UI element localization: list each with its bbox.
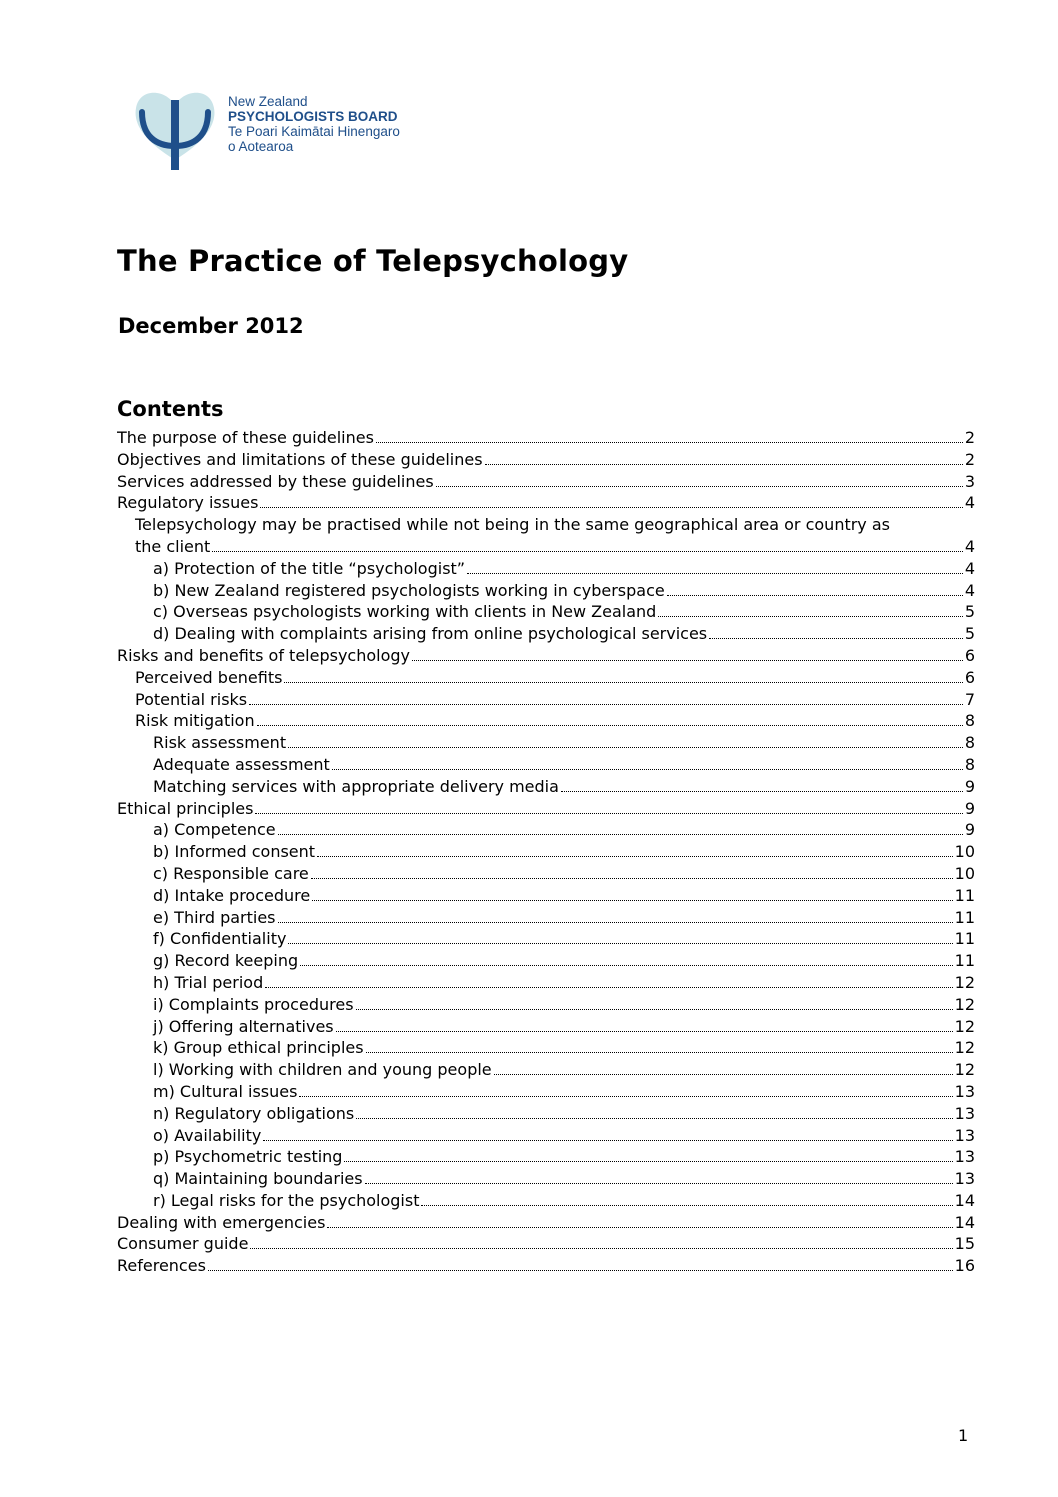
toc-leader-dots xyxy=(561,791,963,792)
toc-entry[interactable] xyxy=(117,863,975,885)
toc-entry-text: e) Third parties xyxy=(153,907,276,927)
toc-leader-dots xyxy=(255,813,962,814)
toc-leader-dots xyxy=(327,1227,952,1228)
toc-entry[interactable] xyxy=(117,645,975,667)
toc-entry-text: h) Trial period xyxy=(153,972,264,992)
toc-entry[interactable] xyxy=(117,841,975,863)
toc-leader-dots xyxy=(284,682,962,683)
toc-entry-text: Ethical principles xyxy=(117,798,254,818)
toc-page-number: 2 xyxy=(964,428,975,447)
toc-page-number: 9 xyxy=(964,820,975,840)
toc-entry[interactable] xyxy=(117,1190,975,1212)
toc-entry-text: j) Offering alternatives xyxy=(153,1016,334,1036)
toc-leader-dots xyxy=(208,1270,953,1271)
toc-leader-dots xyxy=(365,1183,953,1184)
toc-leader-dots xyxy=(376,442,963,443)
toc-page-number: 16 xyxy=(954,1256,975,1276)
toc-entry[interactable] xyxy=(117,885,975,907)
toc-entry[interactable] xyxy=(117,972,975,994)
toc-page-number: 14 xyxy=(954,1190,975,1210)
toc-entry[interactable] xyxy=(117,928,975,950)
toc-entry-text: Risk assessment xyxy=(153,733,287,753)
toc-page-number: 6 xyxy=(964,667,975,687)
toc-page-number: 11 xyxy=(954,929,975,949)
toc-entry[interactable] xyxy=(117,1168,975,1190)
toc-page-number: 4 xyxy=(964,536,975,556)
toc-leader-dots xyxy=(278,834,963,835)
toc-entry-text: Telepsychology may be practised while not being in the same geographical area or country as xyxy=(135,515,890,535)
toc-page-number: 13 xyxy=(954,1081,975,1101)
toc-entry-text: Adequate assessment xyxy=(153,754,330,774)
toc-leader-dots xyxy=(212,551,963,552)
toc-page-number: 4 xyxy=(964,493,975,513)
toc-entry[interactable] xyxy=(117,994,975,1016)
toc-leader-dots xyxy=(332,769,963,770)
toc-entry-text: Objectives and limitations of these guidelines xyxy=(117,449,483,469)
toc-page-number: 9 xyxy=(964,798,975,818)
toc-page-number: 8 xyxy=(964,754,975,774)
toc-page-number: 12 xyxy=(954,994,975,1014)
toc-entry-text: k) Group ethical principles xyxy=(153,1038,364,1058)
toc-leader-dots xyxy=(265,987,952,988)
toc-leader-dots xyxy=(299,1096,952,1097)
toc-entry[interactable] xyxy=(117,1233,975,1255)
toc-entry-text: o) Availability xyxy=(153,1125,262,1145)
document-title: The Practice of Telepsychology xyxy=(117,244,629,278)
toc-entry-text: d) Dealing with complaints arising from online psychological services xyxy=(153,624,708,644)
toc-entry-text: a) Competence xyxy=(153,820,276,840)
table-of-contents xyxy=(117,427,975,1277)
toc-page-number: 6 xyxy=(964,645,975,665)
board-logo xyxy=(132,86,432,176)
toc-entry[interactable] xyxy=(117,536,975,558)
toc-entry[interactable] xyxy=(117,601,975,623)
toc-entry[interactable] xyxy=(117,449,975,471)
toc-entry-text: References xyxy=(117,1256,206,1276)
toc-entry-text: Consumer guide xyxy=(117,1234,249,1254)
toc-entry-text: Regulatory issues xyxy=(117,493,259,513)
toc-page-number: 12 xyxy=(954,1060,975,1080)
logo-text xyxy=(228,94,400,154)
toc-entry-text: the client xyxy=(135,536,211,556)
toc-entry[interactable] xyxy=(117,689,975,711)
toc-entry[interactable] xyxy=(117,754,975,776)
toc-entry-text: l) Working with children and young people xyxy=(153,1060,492,1080)
toc-entry-text: m) Cultural issues xyxy=(153,1081,298,1101)
toc-leader-dots xyxy=(356,1118,952,1119)
toc-leader-dots xyxy=(336,1031,953,1032)
toc-entry-text: a) Protection of the title “psychologist” xyxy=(153,558,466,578)
contents-heading: Contents xyxy=(117,397,224,421)
toc-entry-text: b) Informed consent xyxy=(153,842,316,862)
toc-page-number: 3 xyxy=(964,471,975,491)
toc-leader-dots xyxy=(467,573,963,574)
toc-entry-text: n) Regulatory obligations xyxy=(153,1103,355,1123)
toc-leader-dots xyxy=(366,1052,953,1053)
toc-page-number: 14 xyxy=(954,1212,975,1232)
toc-page-number: 10 xyxy=(954,842,975,862)
toc-entry[interactable] xyxy=(117,1037,975,1059)
toc-leader-dots xyxy=(288,747,963,748)
toc-page-number: 8 xyxy=(964,711,975,731)
toc-page-number: 10 xyxy=(954,863,975,883)
toc-entry-text: The purpose of these guidelines xyxy=(117,428,374,447)
toc-entry-text: d) Intake procedure xyxy=(153,885,311,905)
toc-leader-dots xyxy=(356,1009,953,1010)
toc-entry[interactable] xyxy=(117,1081,975,1103)
toc-entry-text: q) Maintaining boundaries xyxy=(153,1169,363,1189)
toc-entry-text: r) Legal risks for the psychologist xyxy=(153,1190,420,1210)
toc-page-number: 12 xyxy=(954,972,975,992)
toc-entry[interactable] xyxy=(117,819,975,841)
toc-leader-dots xyxy=(709,638,963,639)
toc-entry[interactable] xyxy=(117,798,975,820)
toc-page-number: 4 xyxy=(964,558,975,578)
toc-page-number: 5 xyxy=(964,624,975,644)
toc-entry-text: c) Overseas psychologists working with clients in New Zealand xyxy=(153,602,657,622)
toc-entry-text: Services addressed by these guidelines xyxy=(117,471,434,491)
toc-entry[interactable] xyxy=(117,732,975,754)
toc-leader-dots xyxy=(257,725,963,726)
toc-entry-text: i) Complaints procedures xyxy=(153,994,354,1014)
logo-line-3: Te Poari Kaimātai Hinengaro xyxy=(228,124,400,139)
toc-leader-dots xyxy=(485,464,963,465)
page-number: 1 xyxy=(958,1426,969,1445)
toc-page-number: 4 xyxy=(964,580,975,600)
toc-entry-text: b) New Zealand registered psychologists working in cyberspace xyxy=(153,580,665,600)
toc-page-number: 12 xyxy=(954,1016,975,1036)
toc-leader-dots xyxy=(312,900,952,901)
toc-entry-text: p) Psychometric testing xyxy=(153,1147,343,1167)
toc-leader-dots xyxy=(249,704,963,705)
toc-page-number: 15 xyxy=(954,1234,975,1254)
toc-leader-dots xyxy=(311,878,953,879)
toc-page-number: 12 xyxy=(954,1038,975,1058)
toc-entry[interactable] xyxy=(117,950,975,972)
toc-entry-text: Risk mitigation xyxy=(135,711,255,731)
toc-entry-text: Potential risks xyxy=(135,689,248,709)
toc-page-number: 2 xyxy=(964,449,975,469)
toc-page-number: 8 xyxy=(964,733,975,753)
toc-entry[interactable] xyxy=(117,907,975,929)
logo-line-1: New Zealand xyxy=(228,94,308,109)
toc-entry[interactable] xyxy=(117,1212,975,1234)
toc-entry-text: g) Record keeping xyxy=(153,951,299,971)
toc-entry[interactable] xyxy=(117,580,975,602)
toc-leader-dots xyxy=(344,1161,952,1162)
toc-leader-dots xyxy=(421,1205,952,1206)
toc-leader-dots xyxy=(260,507,962,508)
toc-entry[interactable] xyxy=(117,1059,975,1081)
toc-leader-dots xyxy=(658,616,962,617)
toc-page-number: 11 xyxy=(954,885,975,905)
toc-page-number: 7 xyxy=(964,689,975,709)
logo-line-2: PSYCHOLOGISTS BOARD xyxy=(228,109,398,124)
toc-page-number: 13 xyxy=(954,1169,975,1189)
toc-page-number: 5 xyxy=(964,602,975,622)
toc-page-number: 13 xyxy=(954,1147,975,1167)
toc-leader-dots xyxy=(667,595,963,596)
toc-leader-dots xyxy=(317,856,953,857)
toc-entry[interactable] xyxy=(117,1016,975,1038)
toc-page-number: 13 xyxy=(954,1103,975,1123)
toc-leader-dots xyxy=(263,1140,952,1141)
toc-entry[interactable] xyxy=(117,1103,975,1125)
toc-leader-dots xyxy=(288,943,952,944)
toc-entry[interactable] xyxy=(117,471,975,493)
toc-entry[interactable] xyxy=(117,667,975,689)
document-date: December 2012 xyxy=(118,314,304,338)
toc-entry[interactable] xyxy=(117,776,975,798)
psi-icon xyxy=(132,86,218,176)
toc-entry-text: Dealing with emergencies xyxy=(117,1212,326,1232)
toc-leader-dots xyxy=(278,922,953,923)
toc-page-number: 11 xyxy=(954,907,975,927)
toc-entry[interactable] xyxy=(117,623,975,645)
toc-entry[interactable] xyxy=(117,1146,975,1168)
toc-entry-text: c) Responsible care xyxy=(153,863,309,883)
toc-page-number: 9 xyxy=(964,776,975,796)
toc-entry[interactable] xyxy=(117,1125,975,1147)
toc-leader-dots xyxy=(412,660,963,661)
toc-leader-dots xyxy=(494,1074,953,1075)
toc-leader-dots xyxy=(436,486,963,487)
toc-leader-dots xyxy=(300,965,953,966)
toc-entry[interactable] xyxy=(117,492,975,514)
toc-entry[interactable] xyxy=(117,427,975,449)
toc-entry-text: f) Confidentiality xyxy=(153,929,287,949)
toc-entry[interactable] xyxy=(117,710,975,732)
toc-entry[interactable] xyxy=(117,1255,975,1277)
toc-entry-text: Matching services with appropriate delivery media xyxy=(153,776,559,796)
toc-entry[interactable] xyxy=(117,514,975,536)
toc-entry-text: Perceived benefits xyxy=(135,667,283,687)
toc-entry[interactable] xyxy=(117,558,975,580)
logo-line-4: o Aotearoa xyxy=(228,139,294,154)
toc-page-number: 11 xyxy=(954,951,975,971)
toc-leader-dots xyxy=(250,1248,952,1249)
toc-entry-text: Risks and benefits of telepsychology xyxy=(117,645,410,665)
toc-page-number: 13 xyxy=(954,1125,975,1145)
